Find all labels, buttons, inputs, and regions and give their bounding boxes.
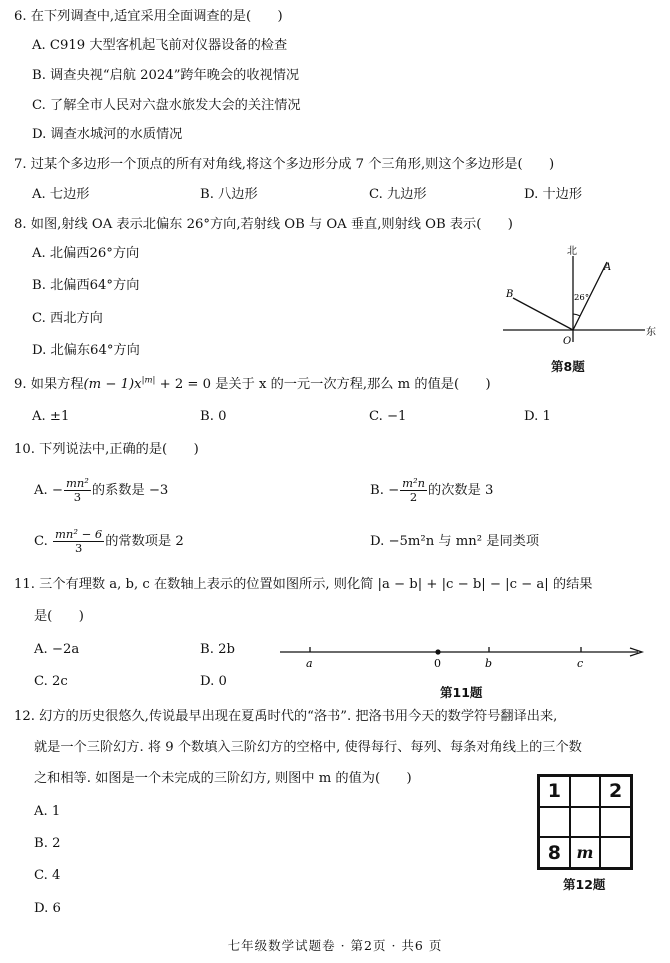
label-b: b [485,657,493,670]
q10-a-denominator: 3 [73,490,82,504]
q9-stem-rest: + 2 = 0 是关于 x 的一元一次方程,那么 m 的值是( ) [155,377,491,392]
east-label: 东 [646,327,656,338]
q10-a-prefix: A. − [34,483,63,498]
q11-option-d: D. 0 [200,674,227,689]
q10-b-numerator: m²n [402,476,426,490]
q10-c-numerator: mn² − 6 [55,527,103,541]
q8-option-c: C. 西北方向 [32,311,103,326]
q12-option-d: D. 6 [34,901,61,916]
label-a: a [306,657,313,670]
q10-option-a [34,477,168,505]
q12-option-b: B. 2 [34,836,61,851]
magic-square-grid [537,774,633,870]
q10-option-b [370,477,493,505]
magic-square-cell [539,807,570,838]
magic-square-cell [570,776,601,807]
magic-square-cell: 1 [539,776,570,807]
q8-direction-figure [495,242,665,357]
q11-option-b: B. 2b [200,642,235,657]
q6-stem: 6. 在下列调查中,适宜采用全面调查的是( ) [14,9,283,24]
ray-ob [513,298,573,330]
q9-number: 9. 如果方程 [14,377,84,392]
q10-b-text: 的次数是 3 [428,483,494,498]
q10-c-denominator: 3 [74,541,83,555]
q6-option-d: D. 调查水城河的水质情况 [32,127,183,142]
q6-option-c: C. 了解全市人民对六盘水旅发大会的关注情况 [32,98,301,113]
q12-option-a: A. 1 [34,804,61,819]
q7-stem: 7. 过某个多边形一个顶点的所有对角线,将这个多边形分成 7 个三角形,则这个多边形是( ) [14,157,555,172]
angle-arc [573,314,580,316]
q7-option-a: A. 七边形 [32,187,90,202]
q7-option-c: C. 九边形 [369,187,427,202]
q10-b-prefix: B. − [370,483,400,498]
q11-number-line [276,640,648,676]
q12-option-c: C. 4 [34,868,61,883]
q6-option-b: B. 调查央视“启航 2024”跨年晚会的收视情况 [32,68,300,83]
magic-square-cell [600,837,631,868]
q7-option-d: D. 十边形 [524,187,583,202]
point-o-label: O [563,336,572,347]
q9-stem [14,376,491,394]
q10-c-fraction [53,528,104,555]
point-b-label: B [506,289,514,300]
q10-a-fraction [64,477,91,504]
q10-c-text: 的常数项是 2 [105,534,184,549]
magic-square-cell: 8 [539,837,570,868]
magic-square-cell-m: m [570,837,601,868]
q10-a-text: 的系数是 −3 [91,483,169,498]
magic-square-cell [570,807,601,838]
q8-stem: 8. 如图,射线 OA 表示北偏东 26°方向,若射线 OB 与 OA 垂直,则射线 OB 表示( ) [14,217,513,232]
q10-b-denominator: 2 [409,490,418,504]
q11-figure-caption: 第11题 [440,685,483,700]
q10-option-d: D. −5m²n 与 mn² 是同类项 [370,534,540,549]
origin-dot [435,649,440,654]
angle-label: 26° [574,293,590,303]
q12-stem-line1: 12. 幻方的历史很悠久,传说最早出现在夏禹时代的“洛书”. 把洛书用今天的数学符号翻译出来, [14,709,558,724]
q9-option-c: C. −1 [369,409,407,424]
q6-option-a: A. C919 大型客机起飞前对仪器设备的检查 [32,38,288,53]
q9-exponent: |m| [141,375,156,386]
label-c: c [577,657,584,670]
q12-stem-line3: 之和相等. 如图是一个未完成的三阶幻方, 则图中 m 的值为( ) [34,771,412,786]
q11-option-a: A. −2a [34,642,80,657]
point-a-label: A [604,262,612,273]
q10-stem: 10. 下列说法中,正确的是( ) [14,442,199,457]
page-footer: 七年级数学试题卷 · 第2页 · 共6 页 [227,938,443,953]
label-zero: 0 [434,657,441,670]
q10-option-c [34,528,184,556]
q8-option-d: D. 北偏东64°方向 [32,343,140,358]
q12-stem-line2: 就是一个三阶幻方. 将 9 个数填入三阶幻方的空格中, 使得每行、每列、每条对角线上的三个数 [34,740,582,755]
q8-figure-caption: 第8题 [551,359,585,374]
magic-square-cell [600,807,631,838]
q7-option-b: B. 八边形 [200,187,258,202]
q10-c-prefix: C. [34,534,53,549]
magic-square-cell: 2 [600,776,631,807]
q8-option-a: A. 北偏西26°方向 [32,246,140,261]
q9-option-d: D. 1 [524,409,551,424]
north-label: 北 [567,246,577,257]
q11-option-c: C. 2c [34,674,68,689]
q9-option-a: A. ±1 [32,409,70,424]
q9-equation-part: (m − 1)x [83,377,142,392]
q10-b-fraction [400,477,427,504]
q11-stem-line2: 是( ) [34,609,84,624]
q9-option-b: B. 0 [200,409,227,424]
q10-a-numerator: mn² [65,476,89,490]
q8-option-b: B. 北偏西64°方向 [32,278,140,293]
q12-figure-caption: 第12题 [563,877,606,892]
q11-stem-line1: 11. 三个有理数 a, b, c 在数轴上表示的位置如图所示, 则化简 |a − b| + |c − b| − |c − a| 的结果 [14,577,593,592]
